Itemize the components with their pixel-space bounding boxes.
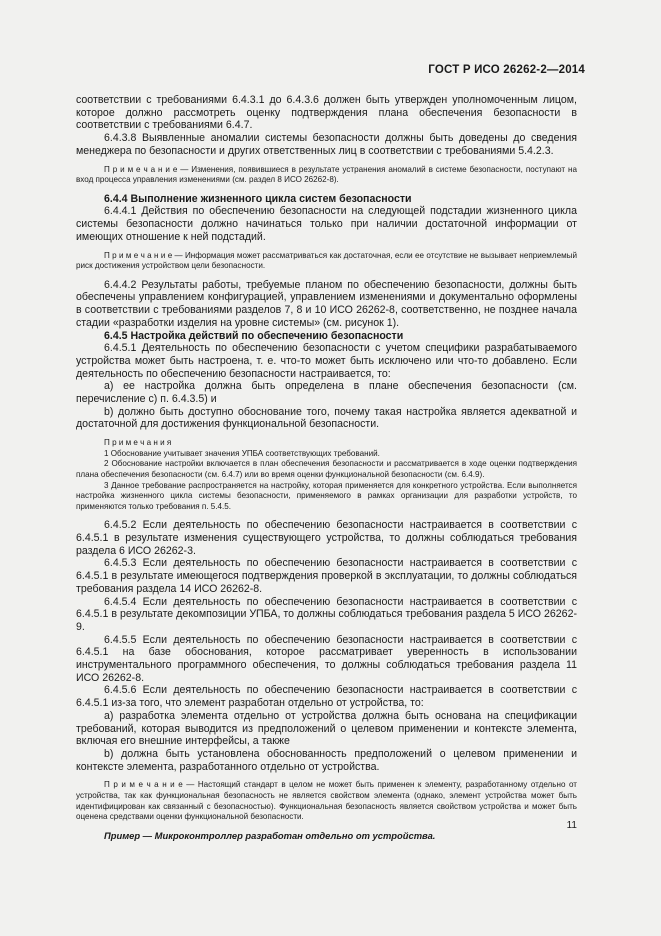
paragraph-6-4-4-1: 6.4.4.1 Действия по обеспечению безопасности на следующей подстадии жизненного цикла системы безопасности должно начинаться только при наличии достаточной информации от имеющих отношение к ней подстадий.	[76, 205, 577, 243]
note: П р и м е ч а н и е — Информация может рассматриваться как достаточная, если ее отсутствие не вызывает неприемлемый риск достижения устройством цели безопасности.	[76, 250, 577, 271]
note: П р и м е ч а н и е — Настоящий стандарт в целом не может быть применен к элементу, разработанному отдельно от устройства, так как функциональная безопасность не является свойством элемента (однако, элемент устройства может быть идентифицирован как связанный с безопасностью). Функциональная безопасность является свойством устройства и может быть оценена средствами оценки функциональной безопасности.	[76, 780, 577, 822]
paragraph-6-4-4-2: 6.4.4.2 Результаты работы, требуемые планом по обеспечению безопасности, должны быть обеспечены управлением конфигурацией, управлением изменениями и документально оформлены в соответствии с требованиями разделов 7, 8 и 10 ИСО 26262-8, соответственно, не позднее начала стадии «разработки изделия на уровне системы» (см. рисунок 1).	[76, 278, 577, 329]
paragraph-6-4-5-5: 6.4.5.5 Если деятельность по обеспечению безопасности настраивается в соответствии с 6.4.5.1 на базе обоснования, которое рассматривает уверенность в использовании инструментального программного обеспечения, то должны соблюдаться требования раздела 11 ИСО 26262-8.	[76, 633, 577, 684]
paragraph-6-4-3-8: 6.4.3.8 Выявленные аномалии системы безопасности должны быть доведены до сведения менеджера по безопасности и других ответственных лиц в соответствии с требованиями 5.4.2.3.	[76, 132, 577, 157]
section-heading-6-4-4: 6.4.4 Выполнение жизненного цикла систем безопасности	[104, 192, 412, 205]
list-item-b: b) должна быть установлена обоснованность предположений о целевом применении и контексте элемента, разработанного отдельно от устройства.	[76, 747, 577, 773]
list-item-a: a) разработка элемента отдельно от устройства должна быть основана на спецификации требований, которая выводится из предположений о целевом применении и контексте элемента, включая его внешние интерфейсы, а также	[76, 709, 577, 748]
note: П р и м е ч а н и е — Изменения, появившиеся в результате устранения аномалий в системе безопасности, поступают на вход процесса управления изменениями (см. раздел 8 ИСО 26262-8).	[76, 164, 577, 185]
paragraph-6-4-5-2: 6.4.5.2 Если деятельность по обеспечению безопасности настраивается в соответствии с 6.4.5.1 в результате изменения существующего устройства, то должны соблюдаться требования раздела 6 ИСО 26262-3.	[76, 519, 577, 557]
list-item-a: a) ее настройка должна быть определена в плане обеспечения безопасности (см. перечисление c) п. 6.4.3.5) и	[76, 380, 577, 406]
note-item-3: 3 Данное требование распространяется на настройку, которая применяется для конкретного устройства. Если выполняется настройка жизненного цикла системы безопасности, применяемого в рамках организации для разработки устройств, то применяются только требования п. 5.4.5.	[76, 480, 577, 511]
document-body	[76, 94, 577, 842]
paragraph-6-4-5-4: 6.4.5.4 Если деятельность по обеспечению безопасности настраивается в соответствии с 6.4.5.1 в результате декомпозиции УПБА, то должны соблюдаться требования раздела 5 ИСО 26262-9.	[76, 595, 577, 633]
list-item-b: b) должно быть доступно обоснование того, почему такая настройка является адекватной и достаточной для достижения функциональной безопасности.	[76, 405, 577, 431]
document-id: ГОСТ Р ИСО 26262-2—2014	[428, 64, 585, 76]
page-number: 11	[566, 820, 577, 831]
paragraph-6-4-5-3: 6.4.5.3 Если деятельность по обеспечению безопасности настраивается в соответствии с 6.4.5.1 в результате имеющегося подтверждения проверкой в эксплуатации, то должны соблюдаться требования раздела 14 ИСО 26262-8.	[76, 557, 577, 595]
note-item-2: 2 Обоснование настройки включается в план обеспечения безопасности и рассматривается в ходе оценки подтверждения плана обеспечения безопасности (см. 6.4.7) или во время оценки функциональной безопасности (см. 6.4.9).	[76, 459, 577, 479]
paragraph-6-4-5-1: 6.4.5.1 Деятельность по обеспечению безопасности с учетом специфики разрабатываемого устройства может быть настроена, т. е. что-то может быть исключено или что-то добавлено. Если деятельность по обеспечению безопасности настраивается, то:	[76, 342, 577, 380]
paragraph: соответствии с требованиями 6.4.3.1 до 6.4.3.6 должен быть утвержден уполномоченным лицом, которое должно рассмотреть оценку подтверждения плана обеспечения безопасности в соответствии с требованиями 6.4.7.	[76, 94, 577, 132]
paragraph-6-4-5-6: 6.4.5.6 Если деятельность по обеспечению безопасности настраивается в соответствии с 6.4.5.1 из-за того, что элемент разработан отдельно от устройства, то:	[76, 684, 577, 710]
note-item-1: 1 Обоснование учитывает значения УПБА соответствующих требований.	[104, 448, 380, 458]
notes-title: П р и м е ч а н и я	[104, 438, 172, 448]
section-heading-6-4-5: 6.4.5 Настройка действий по обеспечению безопасности	[104, 329, 404, 342]
example-text: Пример — Микроконтроллер разработан отдельно от устройства.	[104, 829, 436, 841]
